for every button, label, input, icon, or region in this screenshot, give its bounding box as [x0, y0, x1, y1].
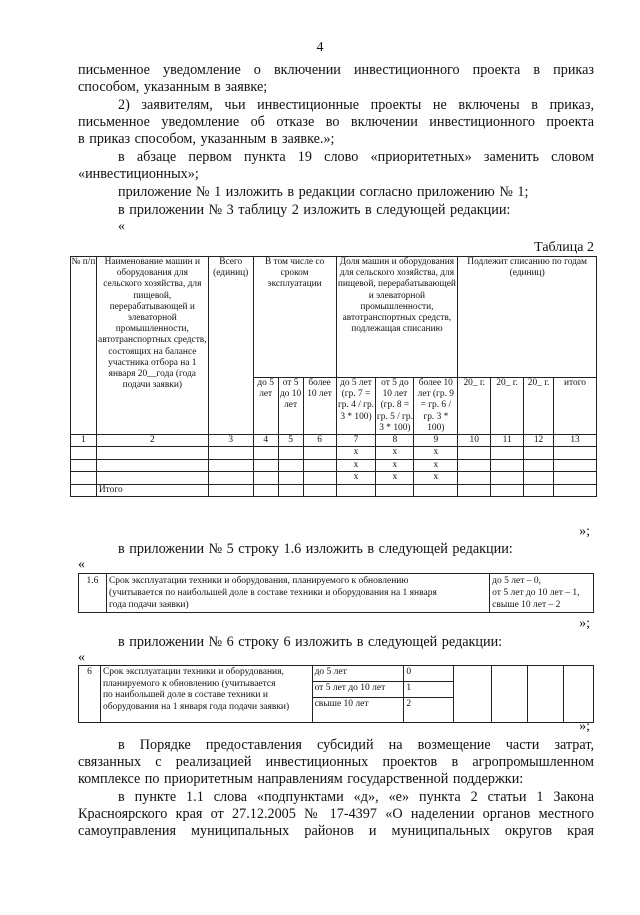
text-line: в приложении № 6 строку 6 изложить в следующей редакции: — [118, 634, 503, 650]
x-mark: x — [336, 447, 376, 460]
x-mark: x — [376, 472, 414, 485]
col-number: 5 — [278, 435, 303, 447]
text-line: Срок эксплуатации техники и оборудования, планируемого к обновлению — [108, 576, 409, 586]
text-line: (учитывается по наибольшей доле в составе техники и оборудования на 1 января — [108, 588, 437, 598]
paragraph — [78, 149, 594, 183]
table-app6 — [78, 665, 594, 723]
close-quote: »; — [579, 719, 590, 734]
value-line: от 5 лет до 10 лет – 1, — [492, 588, 580, 598]
header-share-sub: от 5 до 10 лет (гр. 8 = гр. 5 / гр. 3 * 100) — [376, 378, 413, 433]
value-line: до 5 лет – 0, — [492, 576, 541, 586]
paragraph — [78, 97, 594, 149]
open-quote: « — [78, 557, 85, 572]
text-line: комплексе по приоритетным направлениям государственной поддержки: — [78, 771, 524, 788]
row-values — [490, 574, 594, 613]
row-text — [100, 666, 312, 723]
col-number: 10 — [458, 435, 491, 447]
header-name: Наименование машин и оборудования для сельского хозяйства, для пищевой, перерабатывающей и элеваторной промышленности, автотранспортных средств, состоящих на балансе участника отбора на 1 января 20__года (года подачи заявки) — [96, 257, 208, 435]
text-line: письменное уведомление об отказе во включении инвестиционного проекта — [78, 114, 594, 131]
text-line: Срок эксплуатации техники и оборудования, — [102, 667, 284, 677]
table-caption: Таблица 2 — [534, 240, 594, 255]
header-total: Всего (единиц) — [208, 257, 253, 435]
score-cell: 2 — [404, 698, 454, 723]
header-year: 20_ г. — [524, 378, 554, 435]
col-number: 2 — [96, 435, 208, 447]
x-mark: x — [414, 472, 458, 485]
text-line: года подачи заявки) — [108, 600, 189, 610]
col-number: 4 — [253, 435, 278, 447]
range-cell: от 5 лет до 10 лет — [312, 682, 404, 698]
paragraph — [78, 62, 594, 96]
score-cell: 0 — [404, 666, 454, 682]
open-quote: « — [118, 219, 125, 234]
text-line: в Порядке предоставления субсидий на возмещение части затрат, — [118, 737, 594, 753]
paragraph — [78, 737, 594, 789]
score-cell: 1 — [404, 682, 454, 698]
column-number-row — [71, 435, 597, 447]
header-age-sub: от 5 до 10 лет — [278, 378, 303, 435]
col-number: 12 — [524, 435, 554, 447]
table-row — [71, 459, 597, 472]
text-line: в пункте 1.1 слова «подпунктами «д», «е» пункта 2 статьи 1 Закона — [118, 789, 594, 805]
header-year: 20_ г. — [491, 378, 524, 435]
paragraph — [78, 541, 594, 558]
range-cell: свыше 10 лет — [312, 698, 404, 723]
col-number: 7 — [336, 435, 376, 447]
close-quote: »; — [579, 616, 590, 631]
table-row — [71, 472, 597, 485]
paragraph — [78, 184, 594, 201]
text-line: в абзаце первом пункта 19 слово «приоритетных» заменить словом — [118, 149, 594, 165]
row-number: 1.6 — [79, 574, 107, 613]
table-row — [71, 447, 597, 460]
header-age-group: В том числе со сроком эксплуатации — [253, 257, 336, 378]
page-number: 4 — [316, 40, 324, 55]
col-number: 11 — [491, 435, 524, 447]
col-number: 8 — [376, 435, 414, 447]
col-number: 3 — [208, 435, 253, 447]
table-app5 — [78, 573, 594, 613]
header-age-sub: до 5 лет — [253, 378, 278, 435]
text-line: в приложении № 5 строку 1.6 изложить в следующей редакции: — [118, 541, 513, 557]
text-line: способом, указанным в заявке; — [78, 79, 268, 96]
col-number: 1 — [71, 435, 97, 447]
header-age-sub: более 10 лет — [303, 378, 336, 435]
col-number: 13 — [554, 435, 597, 447]
text-line: по наибольшей доле в составе техники и — [102, 690, 268, 700]
x-mark: x — [376, 447, 414, 460]
total-label: Итого — [96, 484, 208, 497]
header-itogo: итого — [554, 378, 597, 435]
text-line: связанных с реализацией инвестиционных проектов в агропромышленном — [78, 754, 594, 771]
text-line: «инвестиционных»; — [78, 166, 199, 183]
x-mark: x — [376, 459, 414, 472]
col-number: 9 — [414, 435, 458, 447]
text-line: в приказ способом, указанным в заявке.»; — [78, 131, 335, 148]
close-quote: »; — [579, 524, 590, 539]
value-line: свыше 10 лет – 2 — [492, 600, 561, 610]
x-mark: x — [336, 472, 376, 485]
header-year: 20_ г. — [458, 378, 491, 435]
x-mark: x — [336, 459, 376, 472]
x-mark: x — [414, 459, 458, 472]
text-line: самоуправления муниципальных районов и муниципальных округов края — [78, 823, 594, 840]
text-line: в приложении № 3 таблицу 2 изложить в следующей редакции: — [118, 202, 511, 218]
row-number: 6 — [79, 666, 101, 723]
range-cell: до 5 лет — [312, 666, 404, 682]
text-line: письменное уведомление о включении инвестиционного проекта в приказ — [78, 62, 594, 78]
text-line: оборудования на 1 января года подачи заявки) — [102, 701, 290, 712]
header-num: № п/п — [71, 257, 97, 435]
paragraph — [78, 202, 594, 219]
open-quote: « — [78, 650, 85, 665]
col-number: 6 — [303, 435, 336, 447]
paragraph — [78, 789, 594, 841]
row-text — [106, 574, 489, 613]
text-line: 2) заявителям, чьи инвестиционные проекты не включены в приказ, — [118, 97, 594, 113]
x-mark: x — [414, 447, 458, 460]
paragraph — [78, 634, 594, 651]
text-line: планируемого к обновлению (учитывается — [102, 678, 276, 689]
header-share-sub: до 5 лет (гр. 7 = гр. 4 / гр. 3 * 100) — [336, 378, 376, 435]
header-writeoff-group: Подлежит списанию по годам (единиц) — [458, 257, 597, 378]
header-share-group: Доля машин и оборудования для сельского хозяйства, для пищевой, перерабатывающей и элеваторной промышленности, автотранспортных средств, подлежащая списанию — [336, 257, 458, 378]
text-line: приложение № 1 изложить в редакции согласно приложению № 1; — [118, 184, 529, 200]
table-2 — [70, 256, 597, 497]
table-row-total — [71, 484, 597, 497]
header-share-sub: более 10 лет (гр. 9 = гр. 6 / гр. 3 * 100) — [414, 378, 458, 435]
text-line: Красноярского края от 27.12.2005 № 17-4397 «О наделении органов местного — [78, 806, 594, 823]
